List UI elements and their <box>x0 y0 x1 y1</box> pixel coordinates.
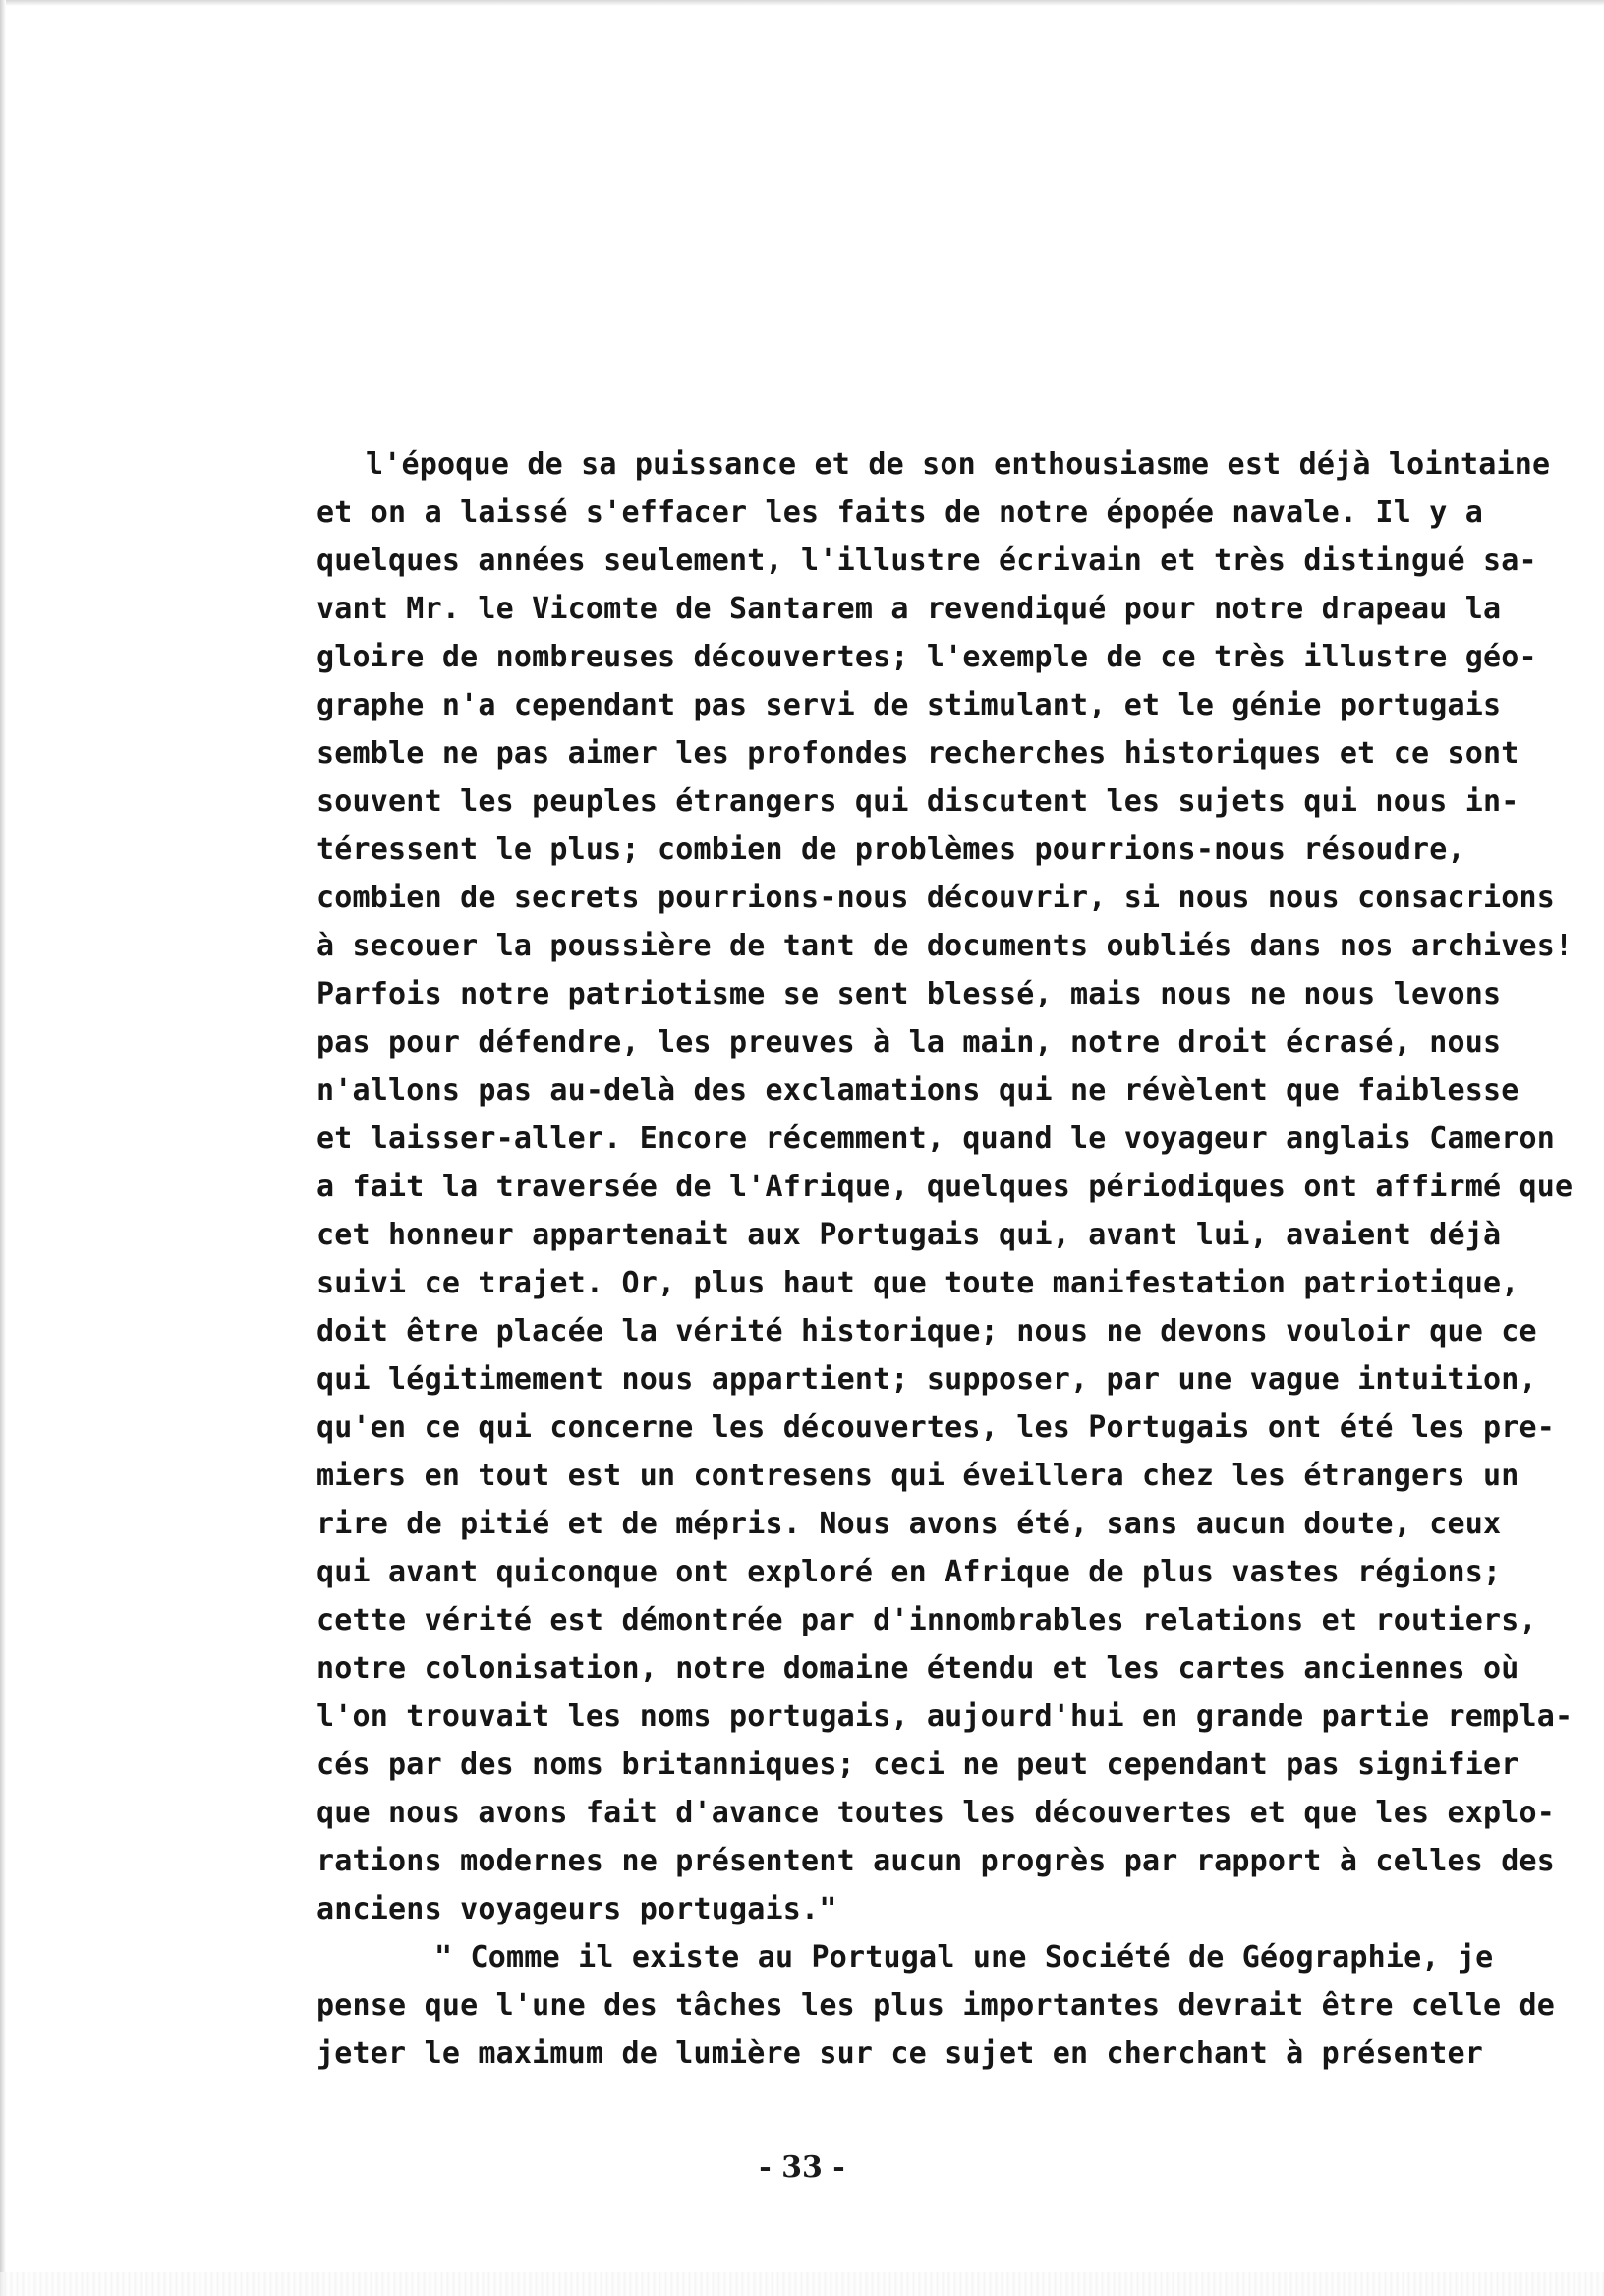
text-line: l'on trouvait les noms portugais, aujourd'hui en grande partie rempla- <box>316 1699 1574 1734</box>
typewritten-text-block <box>316 440 1574 2078</box>
text-line: qui avant quiconque ont exploré en Afrique de plus vastes régions; <box>316 1555 1502 1589</box>
text-line: quelques années seulement, l'illustre écrivain et très distingué sa- <box>316 544 1537 578</box>
text-line: à secouer la poussière de tant de documents oubliés dans nos archives! <box>316 929 1574 963</box>
text-line: gloire de nombreuses découvertes; l'exemple de ce très illustre géo- <box>316 640 1537 674</box>
text-line: souvent les peuples étrangers qui discutent les sujets qui nous in- <box>316 784 1519 819</box>
text-line: anciens voyageurs portugais." <box>316 1892 837 1926</box>
text-line: et laisser-aller. Encore récemment, quand le voyageur anglais Cameron <box>316 1121 1556 1156</box>
scan-edge-top <box>0 0 1604 6</box>
text-line: vant Mr. le Vicomte de Santarem a revendiqué pour notre drapeau la <box>316 592 1502 626</box>
text-line: rations modernes ne présentent aucun progrès par rapport à celles des <box>316 1844 1556 1878</box>
text-line: n'allons pas au-delà des exclamations qui ne révèlent que faiblesse <box>316 1073 1519 1108</box>
text-line: l'époque de sa puissance et de son enthousiasme est déjà lointaine <box>366 447 1551 482</box>
text-line: miers en tout est un contresens qui éveillera chez les étrangers un <box>316 1459 1519 1493</box>
text-line: semble ne pas aimer les profondes recherches historiques et ce sont <box>316 736 1519 771</box>
text-line: notre colonisation, notre domaine étendu et les cartes anciennes où <box>316 1651 1519 1686</box>
text-line: a fait la traversée de l'Afrique, quelques périodiques ont affirmé que <box>316 1170 1574 1204</box>
text-line: qu'en ce qui concerne les découvertes, les Portugais ont été les pre- <box>316 1410 1556 1445</box>
text-line: rire de pitié et de mépris. Nous avons été, sans aucun doute, ceux <box>316 1507 1502 1541</box>
scan-edge-left <box>0 0 6 2296</box>
text-line: qui légitimement nous appartient; supposer, par une vague intuition, <box>316 1362 1537 1397</box>
text-line: " Comme il existe au Portugal une Société de Géographie, je <box>434 1940 1494 1975</box>
text-line: pense que l'une des tâches les plus importantes devrait être celle de <box>316 1988 1556 2023</box>
text-line: suivi ce trajet. Or, plus haut que toute manifestation patriotique, <box>316 1266 1519 1300</box>
text-line: téressent le plus; combien de problèmes pourrions-nous résoudre, <box>316 832 1465 867</box>
text-line: cés par des noms britanniques; ceci ne peut cependant pas signifier <box>316 1748 1519 1782</box>
page-number: - 33 - <box>759 2151 845 2185</box>
text-line: cette vérité est démontrée par d'innombrables relations et routiers, <box>316 1603 1537 1637</box>
text-line: combien de secrets pourrions-nous découvrir, si nous nous consacrions <box>316 881 1556 915</box>
text-line: Parfois notre patriotisme se sent blessé, mais nous ne nous levons <box>316 977 1502 1011</box>
text-line: et on a laissé s'effacer les faits de notre épopée navale. Il y a <box>316 495 1483 530</box>
text-line: pas pour défendre, les preuves à la main, notre droit écrasé, nous <box>316 1025 1502 1060</box>
scan-edge-bottom <box>0 2272 1604 2296</box>
text-line: cet honneur appartenait aux Portugais qui, avant lui, avaient déjà <box>316 1218 1502 1252</box>
text-line: graphe n'a cependant pas servi de stimulant, et le génie portugais <box>316 688 1502 722</box>
text-line: doit être placée la vérité historique; nous ne devons vouloir que ce <box>316 1314 1537 1349</box>
text-line: jeter le maximum de lumière sur ce sujet en cherchant à présenter <box>316 2037 1483 2071</box>
text-line: que nous avons fait d'avance toutes les découvertes et que les explo- <box>316 1796 1556 1830</box>
